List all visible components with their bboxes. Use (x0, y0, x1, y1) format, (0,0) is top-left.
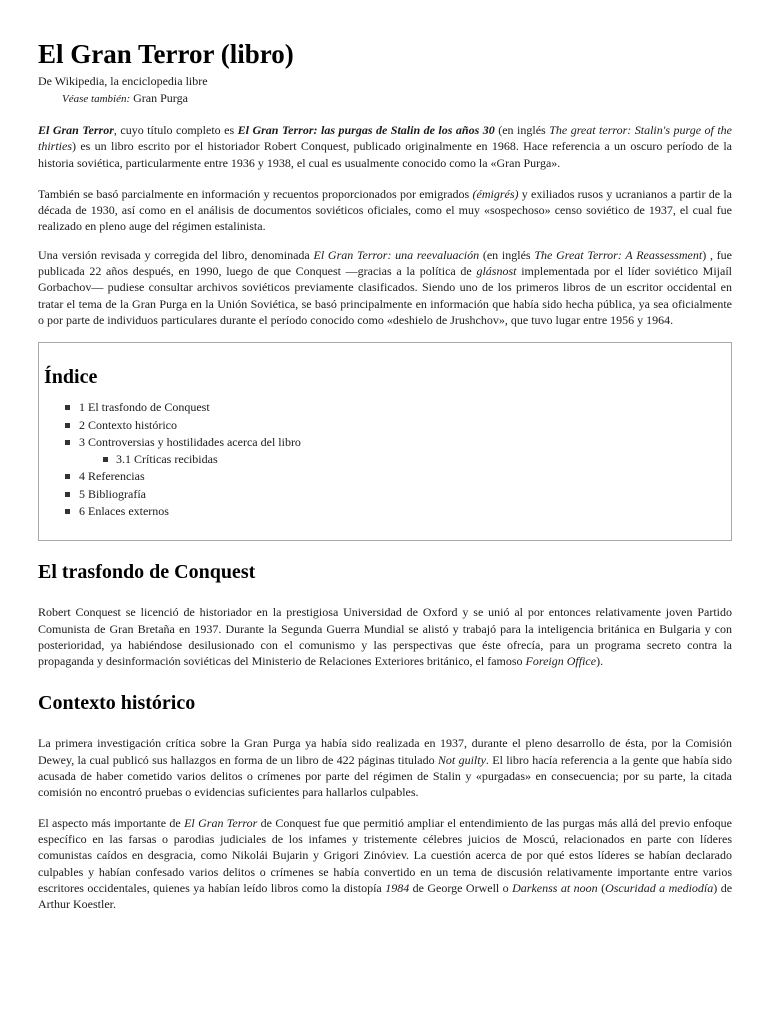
text-run: Robert Conquest se licenció de historiador en la prestigiosa Universidad de Oxford y se unió al por entonces relativamente joven Partido Comunista de Gran Bretaña en 1937. Durante la Segunda Guerra Mundial se alistó y trabajó para la inteligencia británica en Bulgaria y con posterioridad, ya habiéndose desilusionado con el comunismo y las perspectivas que éste ofrecía, para un programa secreto contra la propaganda y desinformación soviéticas del Ministerio de Relaciones Exteriores británico, el famoso (38, 605, 732, 669)
section-heading-trasfondo: El trasfondo de Conquest (38, 561, 256, 584)
full-title-bold: El Gran Terror: las purgas de Stalin de los años 30 (237, 123, 495, 137)
text-run: implementada por el líder soviético Mijaíl Gorbachov— pudiese consultar archivos soviéticos previamente clasificados. Siendo uno de los primeros libros de un escritor occidental en tratar el tema de la Gran Purga en la Unión Soviética, se basó principalmente en información que había sido hecha pública, ya sea oficialmente o por parte de individuos particulares durante el período conocido como «deshielo de Jrushchov», que tuvo lugar entre 1956 y 1964. (38, 264, 732, 327)
section-heading-contexto: Contexto histórico (38, 692, 196, 715)
page-title: El Gran Terror (libro) (38, 39, 294, 69)
text-run: y exiliados rusos y ucranianos a partir de la década de 1930, así como en el análisis de documentos soviéticos oficiales, como el muy «sospechoso» censo soviético de 1937, el cual fue realizado en pleno auge del régimen estalinista. (38, 186, 732, 234)
text-run: La primera investigación crítica sobre la Gran Purga ya había sido realizada en 1937, durante el pleno desarrollo de ésta, por la Comisión Dewey, la cual publicó sus hallazgos en forma de un libro de 422 páginas titulado (38, 736, 732, 767)
italic-run: Darkenss at noon (512, 880, 598, 895)
section2-paragraph-1 (38, 735, 732, 800)
italic-run: Oscuridad a mediodía (605, 880, 714, 895)
section2-paragraph-2 (38, 815, 732, 913)
toc-title: Índice (44, 366, 98, 389)
italic-run: Not guilty (437, 752, 486, 767)
italic-run: (émigrés) (472, 186, 519, 201)
text-run: El aspecto más importante de (38, 815, 185, 830)
intro-paragraph-2 (38, 186, 732, 235)
see-also-link[interactable]: Gran Purga (133, 91, 188, 105)
intro-paragraph-1 (38, 122, 732, 171)
toc-item[interactable]: 2 Contexto histórico (39, 417, 731, 434)
italic-run: The Great Terror: A Reassessment (534, 247, 703, 262)
article (38, 0, 732, 912)
italic-run: Foreign Office (525, 654, 597, 669)
text-run: ) de Arthur Koestler. (38, 880, 733, 912)
section1-paragraph (38, 604, 732, 669)
toc-item[interactable]: 1 El trasfondo de Conquest (39, 399, 731, 416)
toc-list (39, 399, 731, 520)
toc-item[interactable]: 5 Bibliografía (39, 486, 731, 503)
see-also (62, 91, 732, 107)
text-run: , cuyo título completo es (113, 123, 238, 137)
toc-item[interactable]: 6 Enlaces externos (39, 503, 731, 520)
english-title: The great terror: Stalin's purge of the thirties (38, 123, 732, 154)
text-run: de Conquest fue que permitió ampliar el entendimiento de las purgas más allá del previo enfoque específico en las farsas o parodias judiciales de los infames y tristemente célebres juicios de Moscú, relacionados en parte con líderes comunistas caídos en desgracia, como Nikolái Bujarin y Grigori Zinóviev. La cuestión acerca de por qué estos líderes se habían declarado culpables y habían confesado varios delitos o crímenes se había convertido en un tema de discusión relativamente importante entre varios escritores occidentales, quienes ya habían leído libros como la distopía (38, 815, 732, 895)
text-run: ) es un libro escrito por el historiador Robert Conquest, publicado originalmente en 1968. Hace referencia a un oscuro período de la historia soviética, particularmente entre 1936 y 1938, el cual es usualmente conocido como la «Gran Purga». (38, 139, 732, 170)
table-of-contents (38, 342, 732, 541)
text-run: ). (596, 654, 604, 669)
italic-run: glásnost (476, 264, 517, 279)
text-run: (en inglés (494, 123, 550, 137)
toc-item[interactable]: 4 Referencias (39, 468, 731, 485)
text-run: ( (597, 880, 606, 895)
text-run: Una versión revisada y corregida del libro, denominada (38, 247, 314, 262)
italic-run: El Gran Terror: una reevaluación (313, 247, 480, 262)
italic-run: 1984 (385, 880, 410, 895)
book-title-bold: El Gran Terror (38, 123, 114, 137)
text-run: de George Orwell o (409, 880, 513, 895)
toc-item[interactable]: 3 Controversias y hostilidades acerca del libro (39, 434, 731, 451)
italic-run: El Gran Terror (184, 815, 258, 830)
toc-subitem[interactable]: 3.1 Críticas recibidas (39, 451, 731, 468)
text-run: (en inglés (479, 247, 535, 262)
text-run: También se basó parcialmente en información y recuentos proporcionados por emigrados (38, 186, 473, 201)
see-also-label: Véase también: (62, 93, 131, 105)
intro-paragraph-3 (38, 247, 732, 328)
text-run: . El libro hacía referencia a la gente que había sido acusada de haber cometido varios delitos o crímenes por parte del régimen de Stalin y «purgadas» en consecuencia; por su parte, la citada comisión no encontró pruebas o evidencias suficientes para hallarlos culpables. (38, 752, 733, 800)
site-subtitle: De Wikipedia, la enciclopedia libre (38, 74, 208, 88)
text-run: ) , fue publicada 22 años después, en 1990, luego de que Conquest —gracias a la política de (38, 247, 733, 279)
